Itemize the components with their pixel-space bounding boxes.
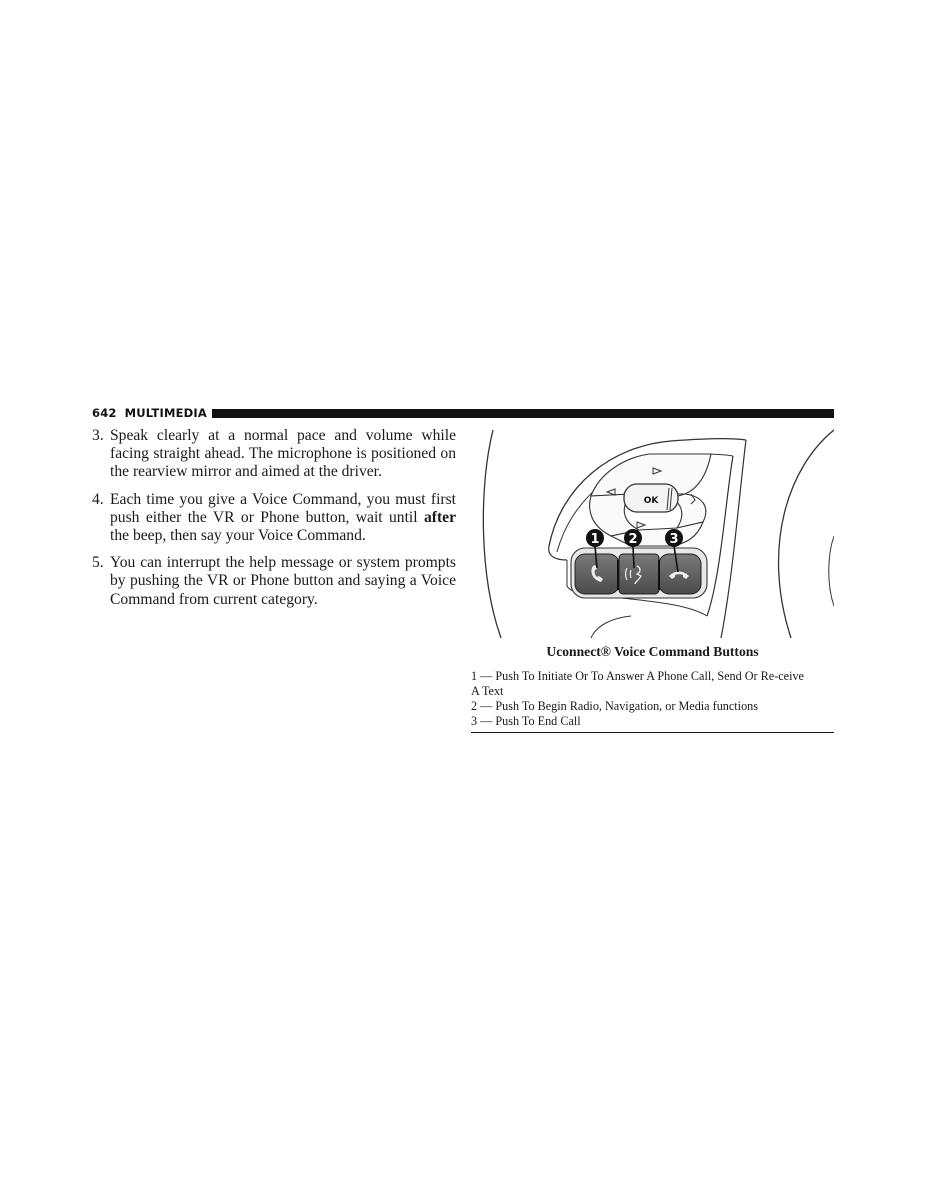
legend-divider [471, 732, 834, 733]
steering-wheel-illustration [471, 426, 834, 638]
figure-legend [471, 669, 813, 729]
list-item [92, 427, 456, 482]
step-number: 4. [92, 490, 104, 508]
figure-caption: Uconnect® Voice Command Buttons [546, 644, 759, 659]
callout-2 [624, 529, 642, 547]
step-text: Speak clearly at a normal pace and volume while facing straight ahead. The microphone is positioned on the rearview mirror and aimed at the driver. [110, 427, 456, 481]
page-header [92, 406, 834, 420]
ok-button-label: OK [643, 496, 659, 506]
list-item [92, 491, 456, 546]
step-number: 3. [92, 427, 104, 444]
svg-text:1: 1 [590, 532, 600, 547]
step-text: You can interrupt the help message or system prompts by pushing the VR or Phone button and saying a Voice Command from current category. [110, 554, 456, 608]
legend-item: 2 — Push To Begin Radio, Navigation, or Media functions [471, 699, 758, 713]
instruction-list [92, 427, 456, 618]
svg-text:2: 2 [628, 532, 638, 547]
step-text-part: the beep, then say your Voice Command. [110, 527, 366, 545]
header-rule [212, 409, 834, 418]
step-text [110, 491, 456, 546]
legend-item: 3 — Push To End Call [471, 714, 581, 728]
section-title: MULTIMEDIA [124, 406, 207, 420]
page-number: 642 [92, 406, 117, 420]
list-item [92, 554, 456, 609]
callout-3 [665, 529, 683, 547]
legend-item: 1 — Push To Initiate Or To Answer A Phone Call, Send Or Re-ceive A Text [471, 669, 804, 698]
step-number: 5. [92, 554, 104, 572]
step-text-part: Each time you give a Voice Command, you must first push either the VR or Phone button, wait until [110, 490, 456, 526]
callout-1 [586, 529, 604, 547]
step-text-emphasis: after [423, 508, 456, 526]
svg-text:3: 3 [669, 532, 679, 547]
